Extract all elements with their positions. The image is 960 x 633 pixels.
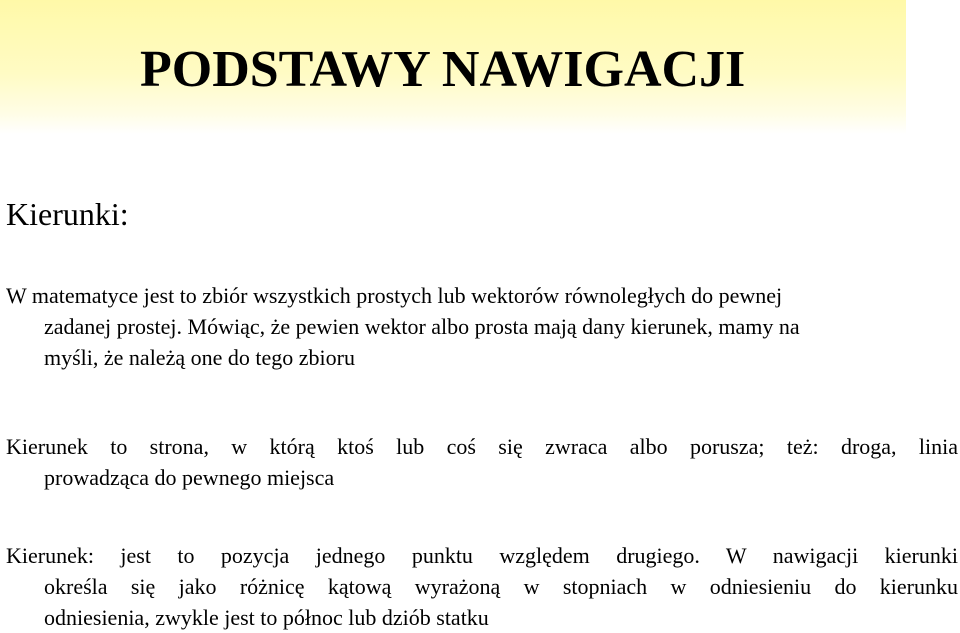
page-title: PODSTAWY NAWIGACJI	[140, 41, 746, 98]
paragraph-line: W matematyce jest to zbiór wszystkich prostych lub wektorów równoległych do pewnej	[6, 283, 783, 308]
paragraph-line: myśli, że należą one do tego zbioru	[44, 345, 355, 370]
section-heading: Kierunki:	[6, 196, 129, 232]
paragraph-line: odniesienia, zwykle jest to północ lub dziób statku	[44, 605, 489, 630]
paragraph-general-definition	[6, 431, 958, 493]
paragraph-line: zadanej prostej. Mówiąc, że pewien wektor albo prosta mają dany kierunek, mamy na	[44, 314, 800, 339]
paragraph-line: Kierunek to strona, w którą ktoś lub coś się zwraca albo porusza; też: droga, linia	[6, 434, 958, 459]
paragraph-navigation-definition	[6, 540, 958, 633]
paragraph-math-definition	[6, 280, 958, 373]
paragraph-line: prowadząca do pewnego miejsca	[44, 465, 335, 490]
paragraph-line: określa się jako różnicę kątową wyrażoną w stopniach w odniesieniu do kierunku	[44, 574, 958, 599]
paragraph-line: Kierunek: jest to pozycja jednego punktu względem drugiego. W nawigacji kierunki	[6, 543, 958, 568]
